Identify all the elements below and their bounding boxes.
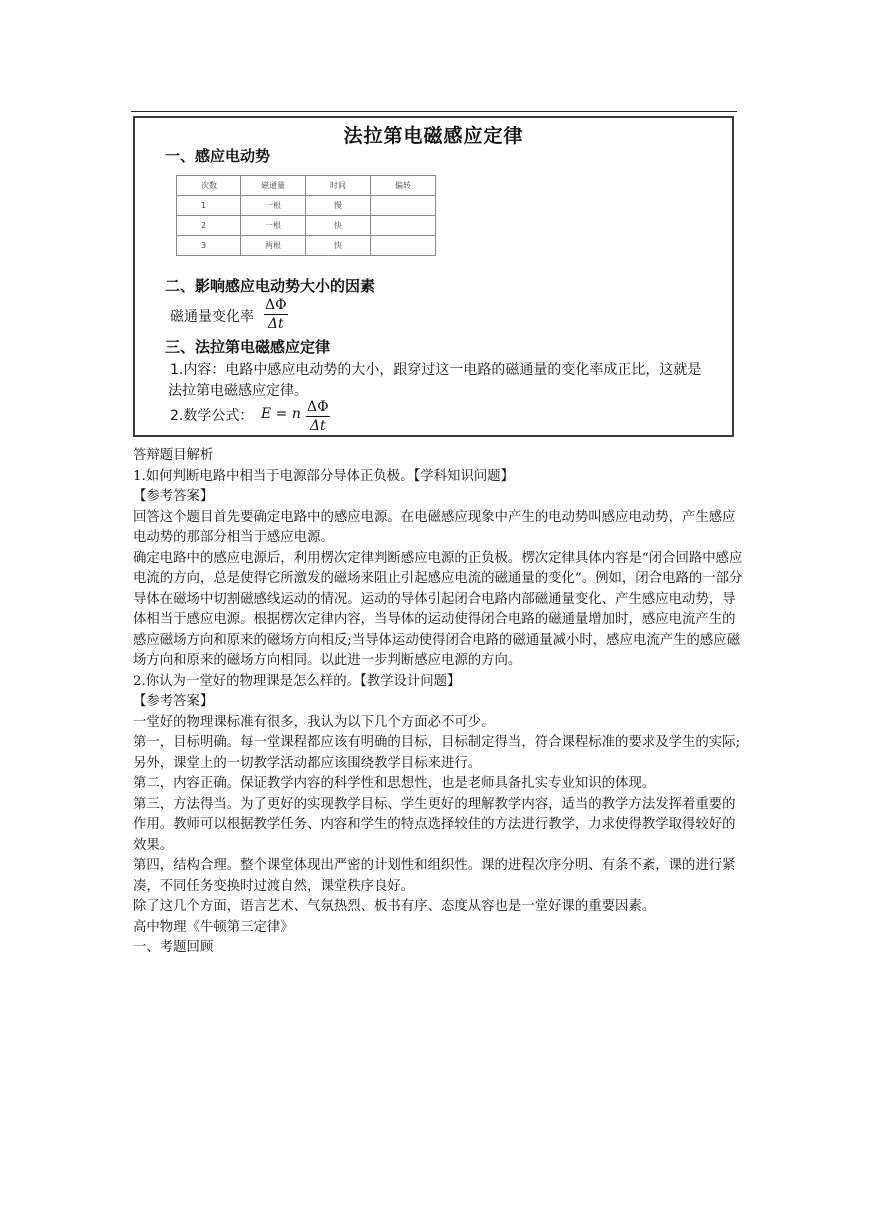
table-row <box>177 216 436 236</box>
paragraph: 第一，目标明确。每一堂课程都应该有明确的目标，目标制定得当，符合课程标准的要求及学生的实际;另外，课堂上的一切教学活动都应该围绕教学目标来进行。 <box>133 735 741 771</box>
paragraph: 确定电路中的感应电源后，利用楞次定律判断感应电源的正负极。楞次定律具体内容是“闭合回路中感应电流的方向，总是使得它所激发的磁场来阻止引起感应电流的磁通量的变化”。例如，闭合电路的一部分导体在磁场中切割磁感线运动的情况。运动的导体引起闭合电路内部磁通量变化、产生感应电动势，导体相当于感应电源。根据楞次定律内容，当导体的运动使得闭合电路的磁通量增加时，感应电流产生的感应磁场方向和原来的磁场方向相反;当导体运动使得闭合电路的磁通量减小时，感应电流产生的感应磁场方向和原来的磁场方向相同。以此进一步判断感应电源的方向。 <box>133 550 743 668</box>
board-section-1: 一、感应电动势 <box>165 147 271 165</box>
board-title: 法拉第电磁感应定律 <box>343 125 524 147</box>
question-1: 1.如何判断电路中相当于电源部分导体正负极。【学科知识问题】 <box>133 468 515 484</box>
fraction-denominator: Δt <box>264 314 288 332</box>
paragraph: 第四，结构合理。整个课堂体现出严密的计划性和组织性。课的进程次序分明、有条不紊，课的进行紧凑，不同任务变换时过渡自然，课堂秩序良好。 <box>133 858 736 894</box>
paragraph: 一堂好的物理课标准有很多，我认为以下几个方面必不可少。 <box>133 714 495 730</box>
rate-label: 磁通量变化率 <box>170 309 254 325</box>
table-cell: 偏转 <box>371 176 436 196</box>
table-cell: 一根 <box>241 196 306 216</box>
table-row <box>177 176 436 196</box>
table-cell: 快 <box>306 216 371 236</box>
fraction-numerator: ΔΦ <box>307 399 329 415</box>
table-cell: 快 <box>306 236 371 256</box>
formula-fraction <box>305 399 331 434</box>
table-row <box>177 236 436 256</box>
table-cell <box>371 216 436 236</box>
answer-label: 【参考答案】 <box>133 694 214 709</box>
table-cell: 1 <box>177 196 241 216</box>
paragraph: 第二，内容正确。保证教学内容的科学性和思想性，也是老师具备扎实专业知识的体现。 <box>133 776 656 791</box>
table-cell: 两根 <box>241 236 306 256</box>
table-cell <box>371 196 436 216</box>
answer-label: 【参考答案】 <box>133 489 214 504</box>
table-cell: 慢 <box>306 196 371 216</box>
paragraph: 回答这个题目首先要确定电路中的感应电源。在电磁感应现象中产生的电动势叫感应电动势，产生感应电动势的那部分相当于感应电源。 <box>133 509 736 545</box>
table-cell: 一根 <box>241 216 306 236</box>
table-cell: 2 <box>177 216 241 236</box>
table-cell: 3 <box>177 236 241 256</box>
lesson-title: 高中物理《牛顿第三定律》 <box>133 919 294 935</box>
paragraph: 第三，方法得当。为了更好的实现教学目标、学生更好的理解教学内容，适当的教学方法发挥着重要的作用。教师可以根据教学任务、内容和学生的特点选择较佳的方法进行教学，力求使得教学取得较好的效果。 <box>133 796 736 853</box>
formula-lhs: E = n <box>261 406 301 422</box>
table-cell: 时间 <box>306 176 371 196</box>
document-body <box>133 446 743 959</box>
law-content-line-1: 1.内容：电路中感应电动势的大小，跟穿过这一电路的磁通量的变化率成正比，这就是 <box>170 362 702 378</box>
question-2: 2.你认为一堂好的物理课是怎么样的。【教学设计问题】 <box>133 673 461 689</box>
board-section-2: 二、影响感应电动势大小的因素 <box>165 277 376 295</box>
section-heading: 一、考题回顾 <box>133 940 214 955</box>
table-row <box>177 196 436 216</box>
fraction-numerator: ΔΦ <box>265 297 287 313</box>
board-section-3: 三、法拉第电磁感应定律 <box>165 338 331 356</box>
lesson-board-image <box>133 116 734 437</box>
fraction-denominator: Δt <box>306 416 330 434</box>
table-cell: 磁通量 <box>241 176 306 196</box>
law-content-line-2: 法拉第电磁感应定律。 <box>168 383 308 399</box>
rate-fraction <box>263 297 289 332</box>
table-cell <box>371 236 436 256</box>
table-cell: 次数 <box>177 176 241 196</box>
formula-label: 2.数学公式： <box>170 408 254 424</box>
section-heading: 答辩题目解析 <box>133 448 214 463</box>
paragraph: 除了这几个方面，语言艺术、气氛热烈、板书有序、态度从容也是一堂好课的重要因素。 <box>133 899 656 914</box>
header-rule <box>131 111 737 112</box>
experiment-table <box>176 175 436 256</box>
